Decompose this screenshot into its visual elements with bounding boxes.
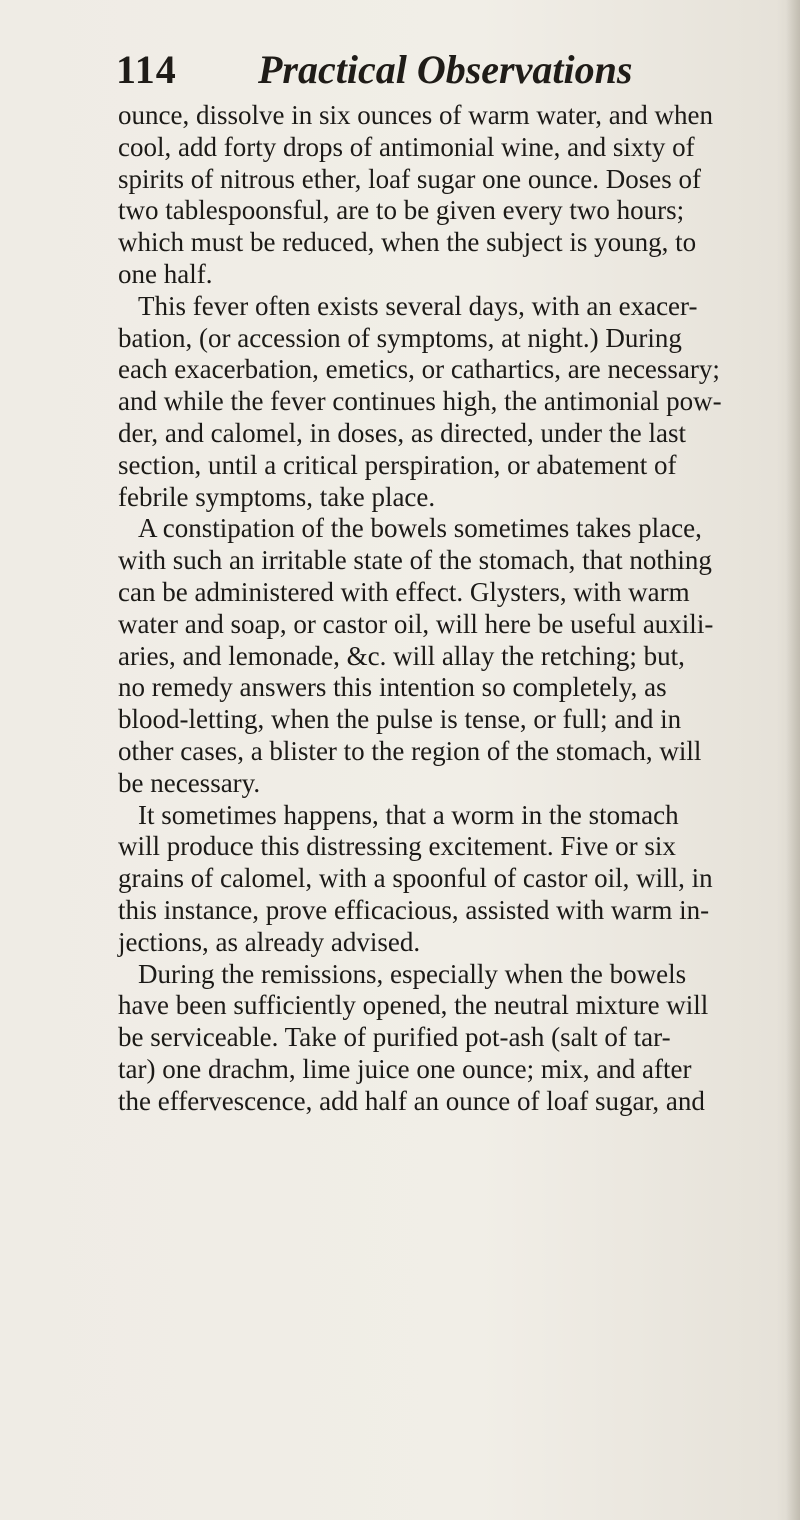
text-line: the effervescence, add half an ounce of loaf sugar, and (118, 1085, 705, 1116)
running-head: Practical Observations (258, 47, 633, 92)
text-line: one half. (118, 258, 213, 289)
page-header (116, 46, 676, 98)
text-line: It sometimes happens, that a worm in the stomach (138, 799, 679, 830)
text-line: This fever often exists several days, with an exacer- (138, 290, 698, 321)
text-line: grains of calomel, with a spoonful of castor oil, will, in (118, 863, 713, 894)
page-number: 114 (116, 47, 177, 92)
text-line: and while the fever continues high, the antimonial pow- (118, 386, 722, 417)
text-line: spirits of nitrous ether, loaf sugar one ounce. Doses of (118, 163, 702, 194)
text-line: other cases, a blister to the region of the stomach, will (118, 735, 702, 766)
body-text (118, 100, 800, 1118)
text-line: can be administered with effect. Glysters, with warm (118, 576, 690, 607)
text-line: have been sufficiently opened, the neutral mixture will (118, 990, 709, 1021)
text-line: be serviceable. Take of purified pot-ash (salt of tar- (118, 1022, 671, 1053)
text-line: jections, as already advised. (118, 926, 421, 957)
text-line: tar) one drachm, lime juice one ounce; mix, and after (118, 1053, 692, 1084)
text-line: ounce, dissolve in six ounces of warm water, and when (118, 100, 714, 130)
text-line: each exacerbation, emetics, or cathartics, are necessary; (118, 354, 720, 385)
text-line: febrile symptoms, take place. (118, 481, 436, 512)
text-line: section, until a critical perspiration, or abatement of (118, 449, 677, 480)
text-line: be necessary. (118, 767, 261, 798)
text-line: der, and calomel, in doses, as directed, under the last (118, 417, 686, 448)
text-line: aries, and lemonade, &c. will allay the retching; but, (118, 640, 685, 671)
text-line: will produce this distressing excitement. Five or six (118, 831, 676, 862)
text-line: no remedy answers this intention so completely, as (118, 672, 667, 703)
text-line: water and soap, or castor oil, will here be useful auxili- (118, 608, 714, 639)
text-line: cool, add forty drops of antimonial wine, and sixty of (118, 131, 695, 162)
text-line: bation, (or accession of symptoms, at night.) During (118, 322, 682, 353)
text-line: two tablespoonsful, are to be given every two hours; (118, 195, 685, 226)
text-line: blood-letting, when the pulse is tense, or full; and in (118, 704, 682, 735)
text-line: with such an irritable state of the stomach, that nothing (118, 545, 712, 576)
text-line: which must be reduced, when the subject is young, to (118, 227, 697, 258)
text-line: A constipation of the bowels sometimes takes place, (138, 513, 702, 544)
text-line: During the remissions, especially when the bowels (138, 958, 687, 989)
text-line: this instance, prove efficacious, assisted with warm in- (118, 894, 710, 925)
